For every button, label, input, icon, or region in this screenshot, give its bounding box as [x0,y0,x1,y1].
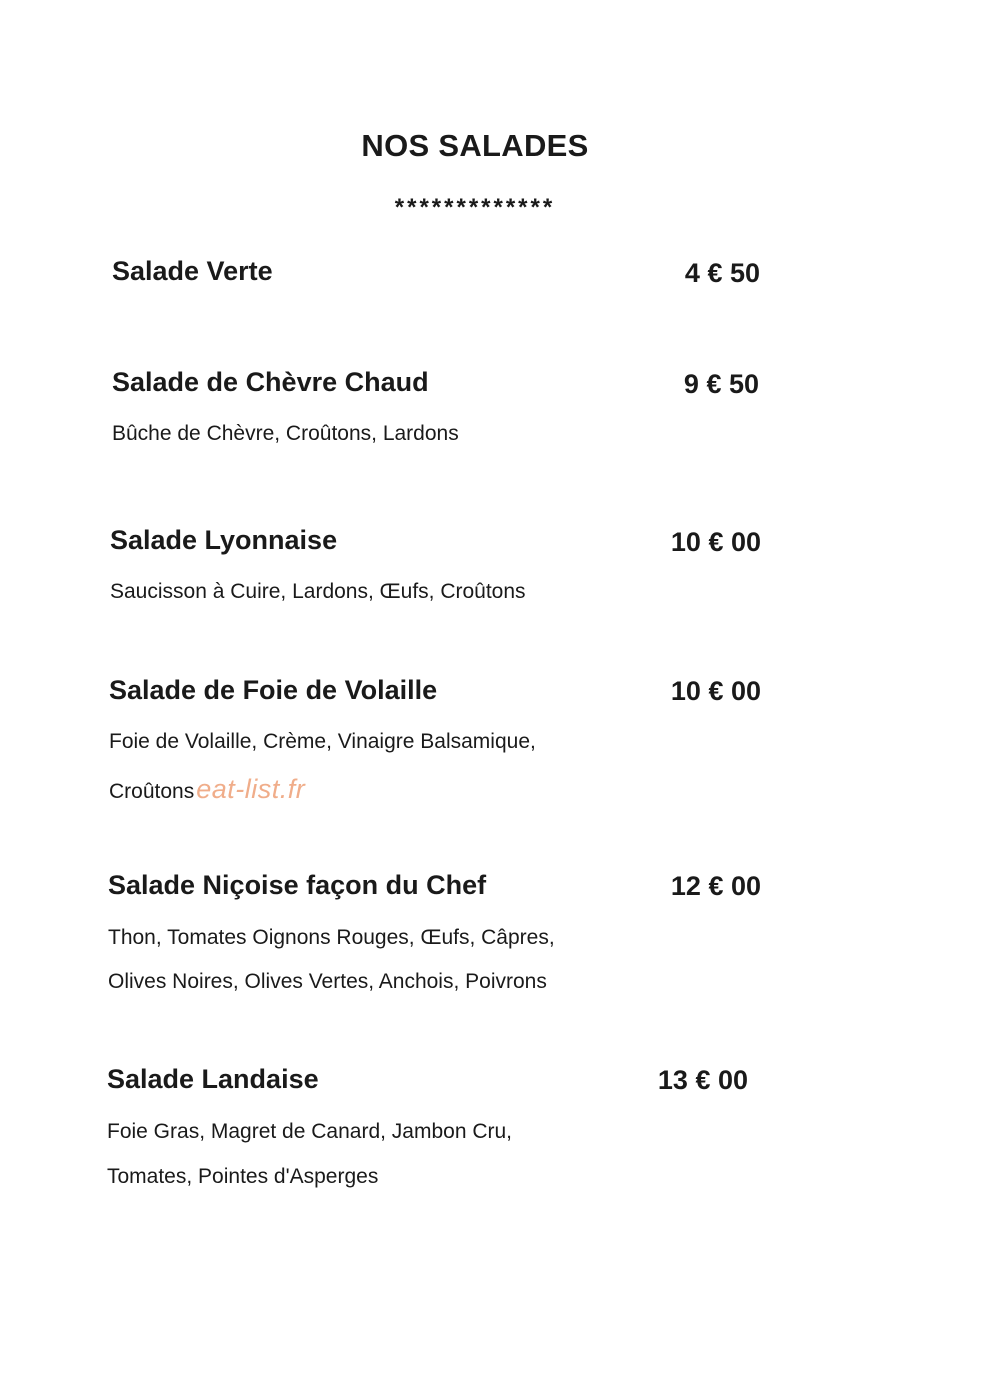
menu-item-name: Salade Lyonnaise [110,525,338,555]
menu-title: NOS SALADES [361,128,589,163]
menu-item-description: Saucisson à Cuire, Lardons, Œufs, Croûtons [110,580,526,603]
menu-item-price: 9 € 50 [683,369,759,399]
menu-item-price: 13 € 00 [657,1065,748,1095]
menu-item-description: Foie de Volaille, Crème, Vinaigre Balsamique, [109,730,536,753]
menu-item-description-line2 [109,774,305,805]
menu-item-name: Salade de Foie de Volaille [109,675,438,705]
title-separator: ************* [394,194,556,221]
menu-item-description: Thon, Tomates Oignons Rouges, Œufs, Câpres, [108,926,555,949]
menu-item-price: 12 € 00 [670,871,761,901]
menu-item-name: Salade Niçoise façon du Chef [108,870,487,900]
watermark: eat-list.fr [196,774,306,804]
menu-item-description: Tomates, Pointes d'Asperges [107,1165,379,1188]
menu-item-price: 10 € 00 [670,527,761,557]
description-text: Croûtons [109,780,195,803]
menu-item-name: Salade de Chèvre Chaud [112,367,429,397]
menu-item-description: Bûche de Chèvre, Croûtons, Lardons [112,422,459,445]
menu-item-name: Salade Landaise [107,1064,319,1094]
menu-item-price: 10 € 00 [670,676,761,706]
menu-item-price: 4 € 50 [684,258,760,288]
menu-item-description: Foie Gras, Magret de Canard, Jambon Cru, [107,1120,513,1143]
menu-item-description: Olives Noires, Olives Vertes, Anchois, Poivrons [108,970,547,993]
menu-item-name: Salade Verte [112,256,273,286]
